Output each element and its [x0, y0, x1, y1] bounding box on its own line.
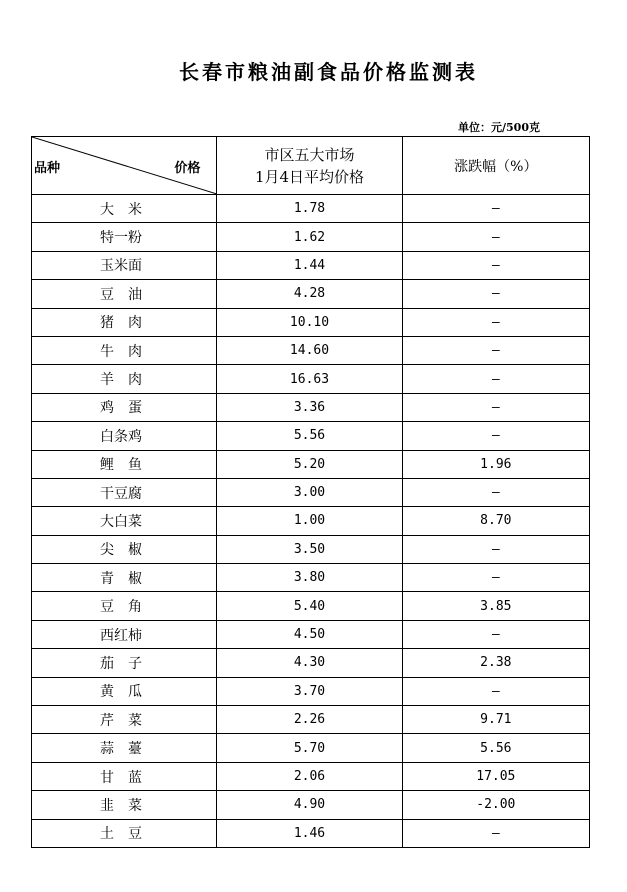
item-price: 3.00 [217, 478, 402, 506]
item-price: 4.28 [217, 280, 402, 308]
item-price: 4.30 [217, 649, 402, 677]
table-row [32, 308, 590, 336]
item-change: 2.38 [402, 649, 589, 677]
item-change: — [402, 677, 589, 705]
item-name: 猪肉 [32, 308, 217, 336]
table-row [32, 620, 590, 648]
item-change: — [402, 422, 589, 450]
item-price: 5.56 [217, 422, 402, 450]
table-row [32, 365, 590, 393]
item-name: 韭菜 [32, 791, 217, 819]
item-name: 豆角 [32, 592, 217, 620]
item-price: 1.46 [217, 819, 402, 847]
item-name: 鲤鱼 [32, 450, 217, 478]
table-row [32, 251, 590, 279]
table-row [32, 223, 590, 251]
item-name: 大米 [32, 195, 217, 223]
item-price: 1.44 [217, 251, 402, 279]
item-change: — [402, 280, 589, 308]
item-price: 2.26 [217, 706, 402, 734]
item-change: 5.56 [402, 734, 589, 762]
item-change: 8.70 [402, 507, 589, 535]
item-change: 1.96 [402, 450, 589, 478]
item-price: 5.20 [217, 450, 402, 478]
item-change: — [402, 393, 589, 421]
item-change: — [402, 819, 589, 847]
table-row [32, 280, 590, 308]
table-row [32, 195, 590, 223]
unit-label: 单位：元/500克 [458, 121, 540, 134]
item-name: 鸡蛋 [32, 393, 217, 421]
item-price: 2.06 [217, 762, 402, 790]
table-row [32, 507, 590, 535]
item-name: 西红柿 [32, 620, 217, 648]
price-table [31, 136, 590, 848]
table-row [32, 393, 590, 421]
item-change: — [402, 365, 589, 393]
item-change: — [402, 564, 589, 592]
item-price: 4.90 [217, 791, 402, 819]
item-name: 干豆腐 [32, 478, 217, 506]
item-price: 10.10 [217, 308, 402, 336]
item-price: 3.36 [217, 393, 402, 421]
item-price: 5.70 [217, 734, 402, 762]
item-change: — [402, 620, 589, 648]
item-price: 5.40 [217, 592, 402, 620]
item-name: 茄子 [32, 649, 217, 677]
table-row [32, 450, 590, 478]
table-row [32, 677, 590, 705]
item-name: 芹菜 [32, 706, 217, 734]
item-price: 16.63 [217, 365, 402, 393]
item-name: 特一粉 [32, 223, 217, 251]
table-row [32, 422, 590, 450]
page-title: 长春市粮油副食品价格监测表 [179, 60, 478, 84]
item-price: 4.50 [217, 620, 402, 648]
table-row [32, 564, 590, 592]
item-change: — [402, 478, 589, 506]
item-price: 3.80 [217, 564, 402, 592]
item-price: 1.78 [217, 195, 402, 223]
table-row [32, 535, 590, 563]
item-name: 大白菜 [32, 507, 217, 535]
item-change: — [402, 251, 589, 279]
item-name: 土豆 [32, 819, 217, 847]
table-row [32, 478, 590, 506]
item-change: -2.00 [402, 791, 589, 819]
avg-price-header-line2: 1月4日平均价格 [254, 167, 365, 186]
item-price: 1.00 [217, 507, 402, 535]
item-price: 3.50 [217, 535, 402, 563]
avg-price-header [217, 137, 402, 195]
item-name: 羊肉 [32, 365, 217, 393]
variety-header: 品种 [34, 161, 61, 176]
item-name: 牛肉 [32, 336, 217, 364]
item-change: — [402, 195, 589, 223]
item-change: 17.05 [402, 762, 589, 790]
table-row [32, 791, 590, 819]
table-row [32, 706, 590, 734]
item-change: — [402, 223, 589, 251]
item-name: 白条鸡 [32, 422, 217, 450]
diagonal-header-cell [32, 137, 217, 195]
item-price: 3.70 [217, 677, 402, 705]
item-name: 尖椒 [32, 535, 217, 563]
item-name: 甘蓝 [32, 762, 217, 790]
item-name: 豆油 [32, 280, 217, 308]
table-header-row [32, 137, 590, 195]
item-change: 9.71 [402, 706, 589, 734]
item-change: 3.85 [402, 592, 589, 620]
table-row [32, 336, 590, 364]
item-name: 蒜薹 [32, 734, 217, 762]
table-row [32, 762, 590, 790]
change-header: 涨跌幅（%） [402, 137, 589, 195]
table-row [32, 649, 590, 677]
table-row [32, 592, 590, 620]
price-header: 价格 [174, 161, 201, 176]
item-change: — [402, 308, 589, 336]
item-name: 黄瓜 [32, 677, 217, 705]
item-price: 14.60 [217, 336, 402, 364]
item-change: — [402, 535, 589, 563]
table-row [32, 734, 590, 762]
table-row [32, 819, 590, 847]
avg-price-header-line1: 市区五大市场 [264, 145, 355, 164]
item-price: 1.62 [217, 223, 402, 251]
item-name: 玉米面 [32, 251, 217, 279]
item-change: — [402, 336, 589, 364]
item-name: 青椒 [32, 564, 217, 592]
